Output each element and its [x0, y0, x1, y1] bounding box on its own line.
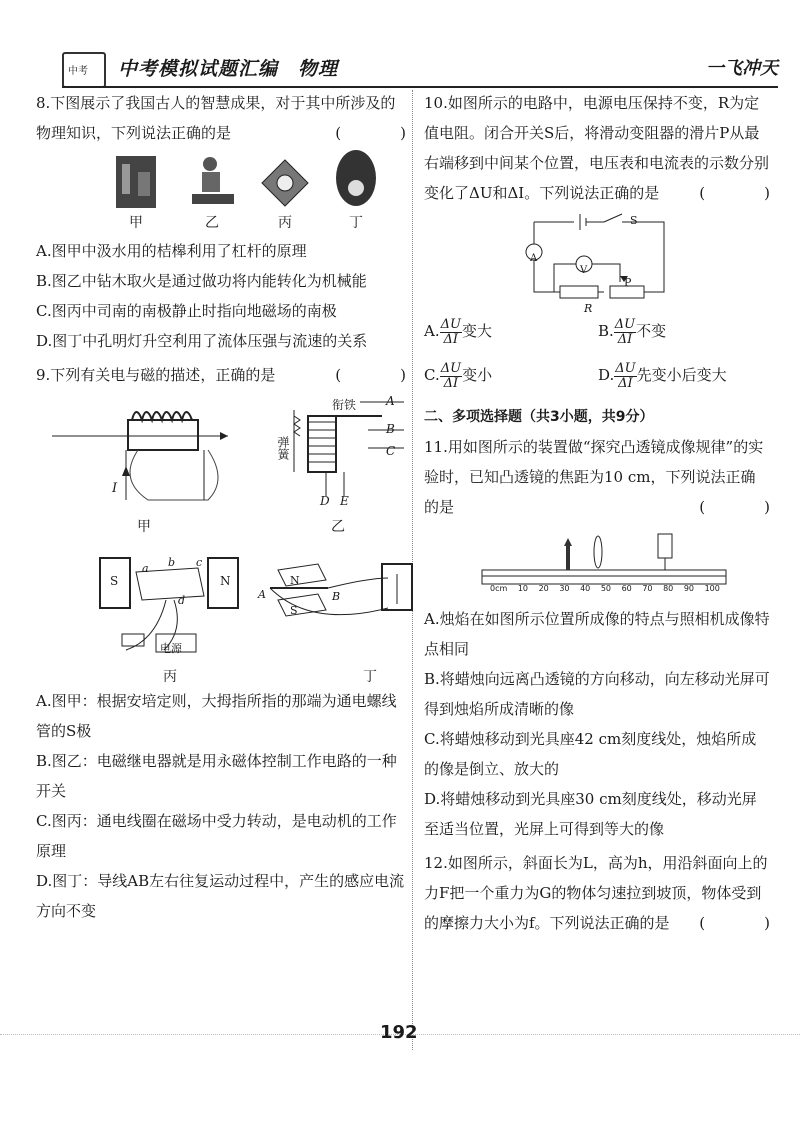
left-column — [36, 88, 428, 926]
well-sweep-image — [112, 152, 160, 212]
coil-c-label: c — [196, 556, 203, 569]
power-label: 电源 — [160, 642, 182, 655]
page-number: 192 — [380, 1022, 418, 1043]
q8-stem: 8.下图展示了我国古人的智慧成果，对于其中所涉及的物理知识，下列说法正确的是 ( ) — [36, 94, 428, 142]
q10-stem: 10.如图所示的电路中，电源电压保持不变，R为定值电阻。闭合开关S后，将滑动变阻器的滑片P从最右端移到中间某个位置，电压表和电流表的示数分别变化了ΔU和ΔI。下列说法正确的是 ( ) — [424, 94, 792, 202]
q9-stem: 9.下列有关电与磁的描述，正确的是 ( ) — [36, 366, 428, 384]
q10-option-c: C. $\frac{\Delta U}{\Delta I}$ 变小 — [424, 360, 493, 391]
question-8 — [36, 88, 428, 356]
ruler-tick: 10 — [517, 584, 529, 593]
q9-caption-2: 乙 — [331, 519, 345, 535]
ruler-tick: 70 — [642, 584, 653, 593]
current-label: I — [112, 481, 118, 496]
q9-option-b: B.图乙：电磁继电器就是用永磁体控制工作电路的一种开关 — [36, 752, 397, 800]
kongming-lantern-image — [332, 148, 380, 212]
q11-option-b: B.将蜡烛向远离凸透镜的方向移动，向左移动光屏可得到烛焰所成清晰的像 — [424, 670, 770, 718]
optical-bench-diagram — [474, 530, 736, 592]
book-logo-icon: 中考 — [62, 52, 106, 88]
ruler-ticks — [490, 584, 720, 594]
ruler-tick: 90 — [683, 584, 695, 593]
terminal-e-label: E — [340, 494, 349, 508]
question-9 — [36, 360, 428, 926]
ruler-tick: 50 — [600, 584, 612, 593]
compass-sinan-image — [260, 158, 310, 208]
q8-caption-2: 乙 — [205, 215, 219, 231]
induction-n-label: N — [290, 574, 300, 587]
right-column — [424, 88, 792, 938]
wire-a-label: A — [258, 588, 266, 601]
q8-option-c: C.图丙中司南的南极静止时指向地磁场的南极 — [36, 302, 337, 320]
section-2-heading: 二、多项选择题（共3小题，共9分） — [424, 409, 654, 425]
q11-option-a: A.烛焰在如图所示位置所成像的特点与照相机成像特点相同 — [424, 610, 770, 658]
q12-stem: 12.如图所示，斜面长为L，高为h，用沿斜面向上的力F把一个重力为G的物体匀速拉到坡顶，物体受到的摩擦力大小为f。下列说法正确的是 ( ) — [424, 854, 792, 932]
slider-p-label: P — [624, 276, 632, 289]
q9-option-c: C.图丙：通电线圈在磁场中受力转动，是电动机的工作原理 — [36, 812, 397, 860]
q10-option-b: B. $\frac{\Delta U}{\Delta I}$ 不变 — [598, 316, 667, 347]
coil-b-label: b — [168, 556, 176, 569]
q9-option-a: A.图甲：根据安培定则，大拇指所指的那端为通电螺线管的S极 — [36, 692, 397, 740]
induction-s-label: S — [290, 604, 298, 617]
terminal-a-label: A — [386, 394, 395, 408]
q9-figures — [36, 390, 406, 686]
q8-caption-3: 丙 — [278, 215, 292, 231]
ruler-tick: 80 — [663, 584, 674, 593]
header-brand: 一飞冲天 — [706, 58, 778, 79]
circuit-diagram — [524, 212, 674, 308]
resistor-r-label: R — [584, 302, 593, 315]
q10-option-a: A. $\frac{\Delta U}{\Delta I}$ 变大 — [424, 316, 492, 347]
ruler-tick: 20 — [538, 584, 549, 593]
ammeter-label: A — [530, 253, 538, 264]
drill-fire-image — [188, 152, 238, 212]
terminal-d-label: D — [320, 494, 330, 508]
armature-label: 衔铁 — [332, 398, 357, 412]
q8-figures — [36, 148, 406, 236]
q10-figure — [424, 208, 770, 316]
question-12 — [424, 848, 792, 938]
spring-label: 弹簧 — [276, 436, 290, 460]
q8-caption-4: 丁 — [349, 215, 363, 231]
solenoid-hand-diagram — [52, 396, 232, 506]
q8-caption-1: 甲 — [129, 215, 143, 231]
q8-option-b: B.图乙中钻木取火是通过做功将内能转化为机械能 — [36, 272, 367, 290]
north-pole-label: N — [220, 574, 231, 588]
ruler-tick: 100 — [704, 584, 720, 593]
q9-caption-4: 丁 — [363, 669, 377, 685]
q8-option-a: A.图甲中汲水用的桔槔利用了杠杆的原理 — [36, 242, 307, 260]
ruler-tick: 0cm — [490, 584, 508, 593]
q10-option-d: D. $\frac{\Delta U}{\Delta I}$ 先变小后变大 — [598, 360, 727, 391]
ruler-tick: 30 — [559, 584, 570, 593]
coil-d-label: d — [178, 594, 186, 607]
q10-options — [424, 316, 770, 402]
wire-b-label: B — [332, 590, 341, 603]
terminal-b-label: B — [386, 422, 395, 436]
ruler-tick: 60 — [621, 584, 632, 593]
q11-stem: 11.用如图所示的装置做“探究凸透镜成像规律”的实验时，已知凸透镜的焦距为10 cm，下列说法正确的是 ( ) — [424, 438, 792, 516]
coil-a-label: a — [142, 562, 149, 575]
q9-option-d: D.图丁：导线AB左右往复运动过程中，产生的感应电流方向不变 — [36, 872, 405, 920]
south-pole-label: S — [110, 574, 119, 588]
q11-option-c: C.将蜡烛移动到光具座42 cm刻度线处，烛焰所成的像是倒立、放大的 — [424, 730, 757, 778]
header-title: 中考模拟试题汇编 物理 — [118, 58, 339, 80]
terminal-c-label: C — [386, 444, 396, 458]
question-11 — [424, 432, 792, 844]
q9-caption-1: 甲 — [137, 519, 151, 535]
q11-option-d: D.将蜡烛移动到光具座30 cm刻度线处，移动光屏至适当位置，光屏上可得到等大的像 — [424, 790, 757, 838]
q8-option-d: D.图丁中孔明灯升空利用了流体压强与流速的关系 — [36, 332, 368, 350]
switch-label: S — [630, 214, 638, 227]
optical-bench-figure — [424, 522, 770, 604]
page-header — [62, 48, 778, 88]
ruler-tick: 40 — [580, 584, 591, 593]
voltmeter-label: V — [580, 265, 588, 276]
question-10 — [424, 88, 792, 402]
q9-caption-3: 丙 — [163, 669, 177, 685]
